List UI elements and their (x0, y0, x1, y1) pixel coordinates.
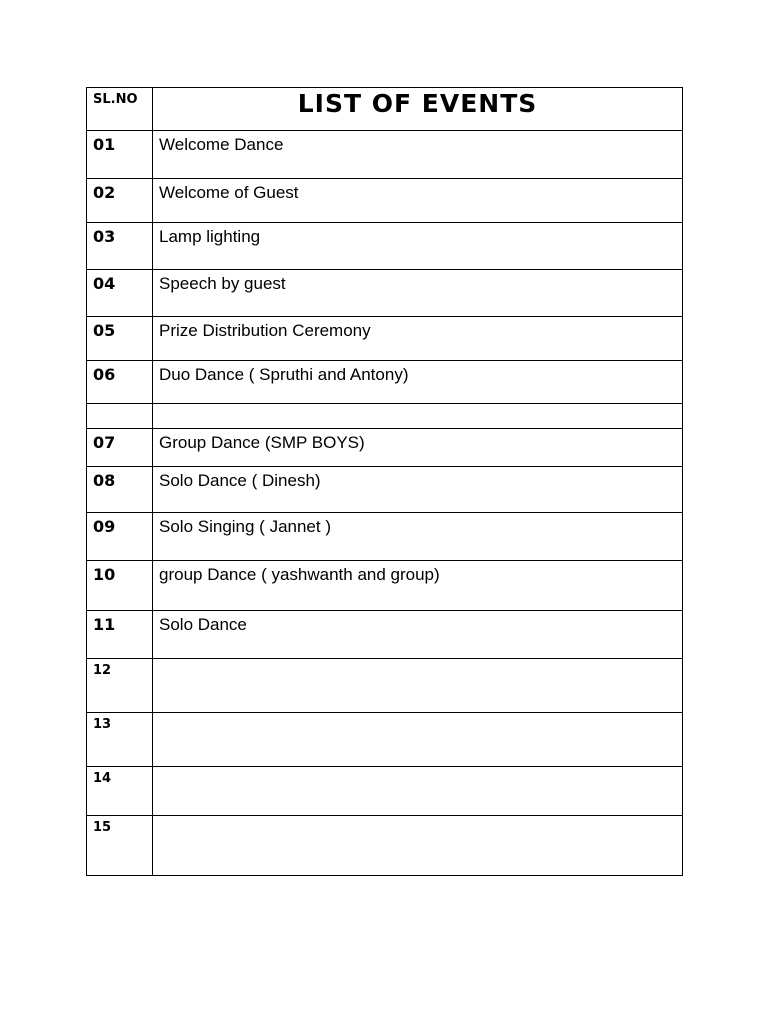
sl-number: 13 (87, 713, 153, 767)
table-row (87, 361, 683, 404)
table-row (87, 429, 683, 467)
sl-number: 12 (87, 659, 153, 713)
sl-number: 03 (87, 223, 153, 270)
event-name: Group Dance (SMP BOYS) (153, 429, 683, 467)
sl-number: 08 (87, 467, 153, 513)
sl-number: 05 (87, 317, 153, 361)
table-row (87, 767, 683, 816)
event-name: Welcome Dance (153, 131, 683, 179)
table-row (87, 131, 683, 179)
event-name (153, 816, 683, 876)
event-name: Solo Dance ( Dinesh) (153, 467, 683, 513)
table-row (87, 561, 683, 611)
table-row (87, 816, 683, 876)
table-row (87, 467, 683, 513)
sl-number: 09 (87, 513, 153, 561)
event-name: Lamp lighting (153, 223, 683, 270)
event-name: Prize Distribution Ceremony (153, 317, 683, 361)
event-name: Speech by guest (153, 270, 683, 317)
event-name (153, 404, 683, 429)
page-title: LIST OF EVENTS (153, 88, 683, 131)
sl-number: 02 (87, 179, 153, 223)
table-row (87, 611, 683, 659)
sl-number: 06 (87, 361, 153, 404)
table-row (87, 270, 683, 317)
sl-no-header: SL.NO (87, 88, 153, 131)
table-row-empty (87, 404, 683, 429)
sl-number: 07 (87, 429, 153, 467)
sl-number: 10 (87, 561, 153, 611)
sl-number: 11 (87, 611, 153, 659)
event-name: Solo Singing ( Jannet ) (153, 513, 683, 561)
sl-number: 04 (87, 270, 153, 317)
table-row (87, 179, 683, 223)
table-row (87, 317, 683, 361)
sl-number: 15 (87, 816, 153, 876)
table-row (87, 659, 683, 713)
event-name (153, 659, 683, 713)
table-row (87, 713, 683, 767)
event-name: Duo Dance ( Spruthi and Antony) (153, 361, 683, 404)
header-row (87, 88, 683, 131)
events-table (86, 87, 683, 876)
event-name: Welcome of Guest (153, 179, 683, 223)
table-row (87, 513, 683, 561)
event-name (153, 713, 683, 767)
sl-number: 01 (87, 131, 153, 179)
event-name: Solo Dance (153, 611, 683, 659)
sl-number (87, 404, 153, 429)
event-name: group Dance ( yashwanth and group) (153, 561, 683, 611)
sl-number: 14 (87, 767, 153, 816)
table-row (87, 223, 683, 270)
event-name (153, 767, 683, 816)
